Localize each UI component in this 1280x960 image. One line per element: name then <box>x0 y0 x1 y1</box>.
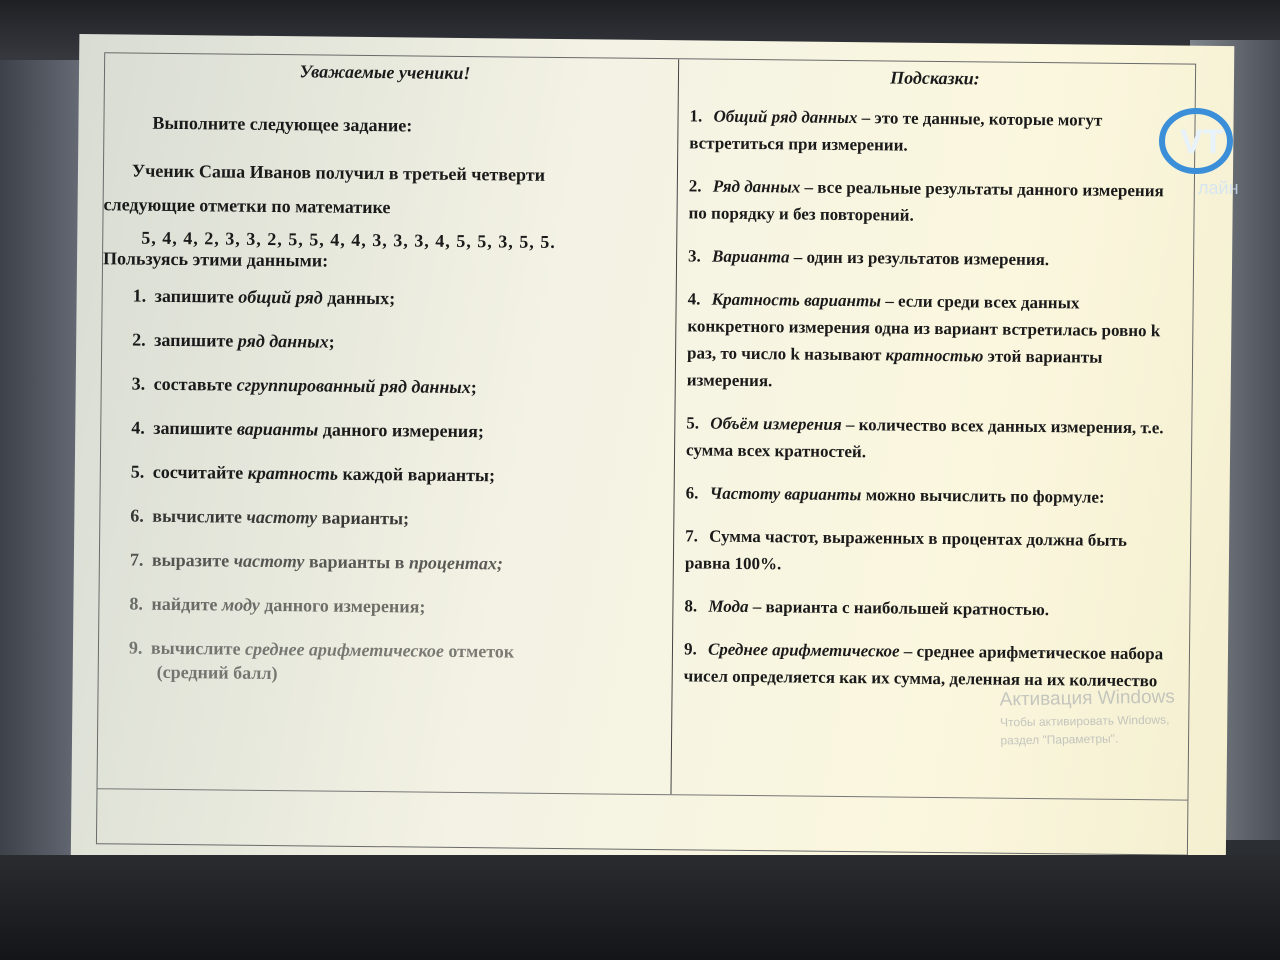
logo-text: VT <box>1180 123 1224 161</box>
hint-list <box>684 102 1180 694</box>
task-item <box>130 548 660 578</box>
task-term: частоту <box>233 550 305 572</box>
task-text: запишите <box>154 285 239 307</box>
hint-number: 8. <box>684 596 698 616</box>
hint-number: 5. <box>686 413 700 433</box>
task-title: Выполните следующее задание: <box>152 112 413 136</box>
row-divider <box>97 788 1187 800</box>
hint-number: 7. <box>685 526 699 546</box>
hint-text: – среднее арифметическое набора чисел определяется как их сумма, деленная на их количество <box>683 641 1164 691</box>
task-text: ; <box>470 377 477 398</box>
hint-text: – варианта с наибольшей кратностью. <box>748 597 1050 620</box>
task-list <box>99 283 663 689</box>
task-text: (средний балл) <box>156 661 278 684</box>
hint-number: 3. <box>688 246 701 266</box>
usage-text: Пользуясь этими данными: <box>102 248 329 271</box>
task-text: вычислите <box>150 637 246 659</box>
task-text: данных; <box>322 287 396 309</box>
task-term: общий ряд <box>238 286 323 308</box>
task-text: сосчитайте <box>152 461 248 483</box>
task-text: каждой варианты; <box>337 463 496 486</box>
task-term: сгруппированный ряд данных <box>236 374 471 398</box>
windows-activation-watermark <box>1000 686 1176 747</box>
hint-number: 4. <box>687 289 701 309</box>
hint-text: этой варианты измерения. <box>686 346 1103 391</box>
task-number: 8. <box>129 593 144 614</box>
hint-term: Частоту варианты <box>709 483 862 505</box>
task-number: 4. <box>131 417 145 438</box>
hint-number: 2. <box>688 176 702 196</box>
task-number: 2. <box>132 329 146 350</box>
watermark-line-2: раздел "Параметры". <box>1000 731 1119 748</box>
task-term: варианты <box>236 418 319 440</box>
task-text: варианты; <box>317 507 410 529</box>
task-term: среднее арифметическое <box>244 638 445 661</box>
task-item <box>132 328 662 358</box>
grades-list: 5, 4, 4, 2, 3, 3, 2, 5, 5, 4, 4, 3, 3, 3, 4, 5, 5, 3, 5, 5. <box>141 227 556 252</box>
hint-text: – это те данные, которые могут встретиться при измерении. <box>689 108 1103 155</box>
task-column <box>98 53 665 709</box>
hint-term: кратностью <box>885 345 984 366</box>
task-heading: Уважаемые ученики! <box>299 61 471 84</box>
task-text: найдите <box>151 593 223 615</box>
task-text: данного измерения; <box>318 419 485 442</box>
hint-term: Мода <box>708 596 749 617</box>
hint-term: Ряд данных <box>712 176 801 197</box>
channel-logo-icon <box>1158 105 1238 175</box>
hint-term: Среднее арифметическое <box>707 639 900 661</box>
task-term: моду <box>221 594 260 615</box>
hint-text: Сумма частот, выраженных в процентах должна быть равна 100%. <box>684 526 1127 574</box>
task-item <box>129 636 659 690</box>
watermark-line-1: Чтобы активировать Windows, <box>999 712 1170 730</box>
hint-text: – количество всех данных измерения, т.е. сумма всех кратностей. <box>685 414 1164 462</box>
hint-text: можно вычислить по формуле: <box>861 485 1105 507</box>
task-number: 1. <box>132 285 147 306</box>
task-text: варианты в <box>304 551 410 573</box>
hint-item <box>688 172 1179 231</box>
slide-screen <box>71 34 1235 881</box>
task-term: ряд данных <box>237 330 329 352</box>
logo-caption: лайн <box>1198 178 1239 198</box>
hint-item <box>684 592 1174 624</box>
task-description <box>103 153 664 227</box>
task-text: отметок <box>443 640 515 662</box>
hint-text: – если среди всех данных конкретного измерения одна из вариант встретилась ровно k раз, то число k называют <box>686 291 1161 365</box>
hint-item <box>686 409 1177 468</box>
hint-number: 1. <box>689 106 703 126</box>
task-text: выразите <box>151 549 234 571</box>
task-number: 6. <box>130 505 144 526</box>
task-item <box>131 416 661 446</box>
hint-number: 6. <box>685 483 699 503</box>
column-divider <box>670 59 679 794</box>
hint-term: Варианта <box>712 246 790 267</box>
task-term: частоту <box>246 506 318 528</box>
task-term: процентах; <box>408 552 504 574</box>
task-text: составьте <box>153 373 237 395</box>
hints-heading: Подсказки: <box>890 67 980 89</box>
task-text: вычислите <box>152 505 247 527</box>
task-item <box>133 284 663 314</box>
hints-column <box>683 59 1180 710</box>
task-number: 9. <box>128 637 143 658</box>
task-text: запишите <box>153 417 238 439</box>
task-item <box>131 460 661 490</box>
hint-term: Общий ряд данных <box>713 106 858 128</box>
hint-text: – один из результатов измерения. <box>789 247 1050 270</box>
task-number: 5. <box>130 461 145 482</box>
task-item <box>129 592 659 622</box>
task-line-1: Ученик Саша Иванов получил в третьей четверти <box>131 160 546 185</box>
hint-item <box>689 102 1180 161</box>
hint-item <box>687 285 1178 398</box>
hint-item <box>685 522 1176 581</box>
task-number: 7. <box>129 549 144 570</box>
task-item <box>130 504 660 534</box>
hint-item <box>688 242 1178 274</box>
monitor-bezel-bottom <box>0 855 1280 960</box>
watermark-title: Активация Windows <box>999 686 1175 711</box>
task-term: кратность <box>247 462 339 484</box>
task-text: данного измерения; <box>259 594 426 617</box>
task-item <box>132 372 662 402</box>
task-line-2: следующие отметки по математике <box>103 194 391 218</box>
hint-text: – все реальные результаты данного измерения по порядку и без повторений. <box>688 177 1164 225</box>
task-text: ; <box>328 331 335 352</box>
hint-term: Кратность варианты <box>711 289 882 311</box>
hint-item <box>685 479 1175 511</box>
task-text: запишите <box>154 329 238 351</box>
hint-term: Объём измерения <box>710 413 842 434</box>
task-number: 3. <box>131 373 146 394</box>
hint-item <box>684 635 1175 694</box>
hint-number: 9. <box>683 639 697 659</box>
